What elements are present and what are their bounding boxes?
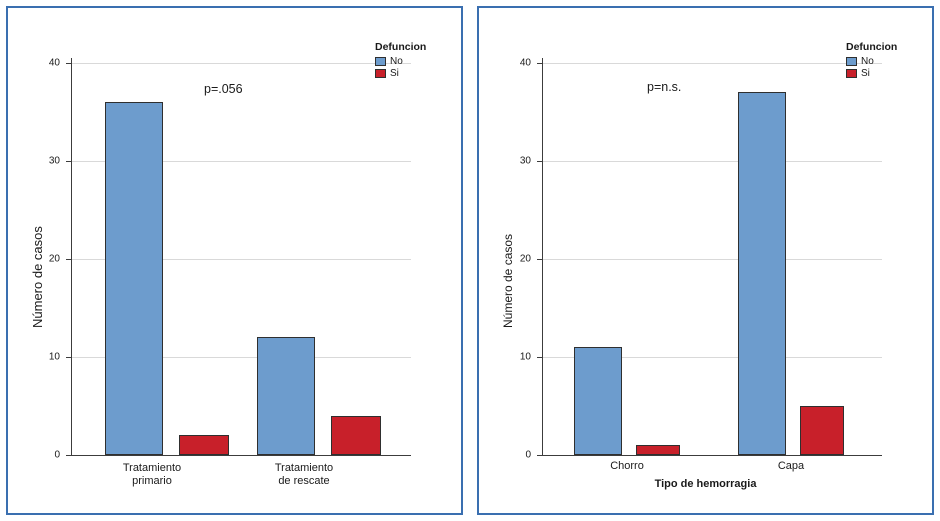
x-tick-label-line: primario: [132, 474, 172, 487]
y-tick-mark: [66, 161, 71, 162]
legend: [846, 41, 897, 80]
y-tick-mark: [66, 455, 71, 456]
y-tick-mark: [66, 63, 71, 64]
y-tick-label: 0: [54, 449, 60, 461]
bar-si-tratamiento-rescate: [331, 416, 381, 455]
y-tick-mark: [537, 259, 542, 260]
plot-area-left: [8, 8, 461, 513]
legend-label-si: Si: [861, 68, 870, 79]
x-tick-label-tratamiento-primario: [87, 462, 217, 487]
legend-item-si: [375, 68, 426, 79]
y-tick-mark: [537, 161, 542, 162]
legend-label-no: No: [861, 56, 874, 67]
legend-swatch-si-icon: [846, 69, 857, 78]
bar-si-capa: [800, 406, 844, 455]
y-tick-label: 10: [519, 351, 531, 363]
legend-swatch-si-icon: [375, 69, 386, 78]
bar-si-chorro: [636, 445, 680, 455]
legend-item-no: [375, 56, 426, 67]
p-value-annotation: p=.056: [204, 82, 243, 96]
y-tick-label: 40: [48, 57, 60, 69]
x-tick-label-line: Capa: [777, 460, 805, 472]
legend-label-no: No: [390, 56, 403, 67]
y-tick-label: 10: [48, 351, 60, 363]
legend-swatch-no-icon: [846, 57, 857, 66]
chart-panel-right: [477, 6, 934, 515]
bar-si-tratamiento-primario: [179, 435, 229, 455]
bar-no-chorro: [574, 347, 622, 455]
y-tick-label: 30: [519, 155, 531, 167]
gridline: [71, 63, 411, 64]
y-axis-title: Número de casos: [30, 226, 45, 328]
y-tick-label: 0: [525, 449, 531, 461]
y-tick-mark: [537, 63, 542, 64]
y-tick-label: 20: [48, 253, 60, 265]
y-tick-label: 20: [519, 253, 531, 265]
y-tick-label: 40: [519, 57, 531, 69]
bar-no-tratamiento-rescate: [257, 337, 315, 455]
y-axis-line: [71, 58, 72, 455]
x-axis-line: [71, 455, 411, 456]
y-tick-label: 30: [48, 155, 60, 167]
plot-area-right: [479, 8, 932, 513]
legend-title: Defuncion: [375, 41, 427, 53]
y-axis-title: Número de casos: [501, 233, 515, 328]
legend: [375, 41, 426, 80]
gridline: [542, 259, 882, 260]
x-tick-label-line: Chorro: [610, 460, 644, 472]
x-tick-label-chorro: [562, 460, 692, 473]
y-tick-mark: [66, 357, 71, 358]
p-value-annotation: p=n.s.: [647, 80, 682, 94]
legend-swatch-no-icon: [375, 57, 386, 66]
legend-title: Defuncion: [846, 41, 898, 53]
y-tick-mark: [537, 455, 542, 456]
y-tick-mark: [537, 357, 542, 358]
legend-item-no: [846, 56, 897, 67]
y-tick-mark: [66, 259, 71, 260]
x-tick-label-tratamiento-rescate: [239, 462, 369, 487]
x-tick-label-line: Tratamiento: [274, 462, 334, 474]
x-tick-label-line: de rescate: [278, 474, 330, 487]
x-axis-title: Tipo de hemorragia: [654, 478, 757, 490]
x-tick-label-line: Tratamiento: [122, 462, 182, 474]
legend-item-si: [846, 68, 897, 79]
gridline: [542, 63, 882, 64]
bar-no-tratamiento-primario: [105, 102, 163, 455]
y-axis-line: [542, 58, 543, 455]
x-tick-label-capa: [726, 460, 856, 473]
gridline: [542, 161, 882, 162]
legend-label-si: Si: [390, 68, 399, 79]
x-axis-line: [542, 455, 882, 456]
chart-panel-left: [6, 6, 463, 515]
bar-no-capa: [738, 92, 786, 455]
